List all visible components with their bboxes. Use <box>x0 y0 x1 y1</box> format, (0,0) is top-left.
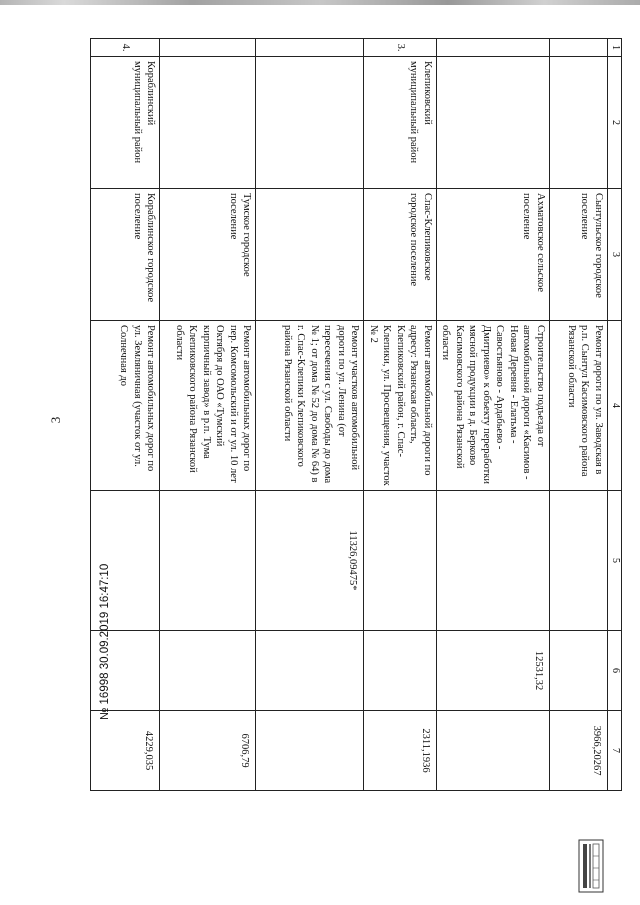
value-col7 <box>256 711 364 791</box>
value-col6 <box>364 631 437 711</box>
row-number-cell <box>550 39 608 57</box>
settlement-cell <box>256 189 364 321</box>
table-row <box>364 39 437 791</box>
row-number-cell: 4. <box>91 39 161 57</box>
value-col6 <box>160 631 256 711</box>
settlement-cell: Тумское городское поселение <box>160 189 256 321</box>
header-cell: 2 <box>608 57 622 189</box>
header-cell: 7 <box>608 711 622 791</box>
description-cell: Ремонт участков автомобильной дороги по ул. Ленина (от пересечения с ул. Свободы до дома № 1; от дома № 52 до дома № 64) в г. Спас-Клепики Клепиковского района Рязанской области <box>256 321 364 491</box>
table-row <box>550 39 608 791</box>
value-col7: 3966,20267 <box>550 711 608 791</box>
row-number-cell <box>256 39 364 57</box>
value-col5 <box>550 491 608 631</box>
district-cell <box>550 57 608 189</box>
value-col6 <box>256 631 364 711</box>
value-col6: 12531,32 <box>437 631 550 711</box>
table-row <box>160 39 256 791</box>
header-cell: 4 <box>608 321 622 491</box>
header-cell: 6 <box>608 631 622 711</box>
row-number-cell: 3. <box>364 39 437 57</box>
rotated-table-container <box>90 38 622 790</box>
row-number-cell <box>160 39 256 57</box>
row-number-cell <box>437 39 550 57</box>
scan-edge <box>0 0 640 5</box>
value-col5 <box>160 491 256 631</box>
electronic-signature-stamp-icon <box>577 836 605 896</box>
value-col5 <box>364 491 437 631</box>
value-col7: 2311,1936 <box>364 711 437 791</box>
district-cell <box>437 57 550 189</box>
table-row <box>256 39 364 791</box>
document-registration-id: № 16998 30.09.2019 16:47:10 <box>99 563 111 720</box>
value-col7 <box>437 711 550 791</box>
district-cell <box>160 57 256 189</box>
description-cell: Ремонт автомобильных дорог по ул. Земляничная (участок от ул. Солнечная до <box>91 321 161 491</box>
settlement-cell: Сынтульское городское поселение <box>550 189 608 321</box>
district-cell: Кораблинский муниципальный район <box>91 57 161 189</box>
settlement-cell: Кораблинское городское поселение <box>91 189 161 321</box>
district-cell: Клепиковский муниципальный район <box>364 57 437 189</box>
road-works-table <box>90 38 622 791</box>
header-cell: 5 <box>608 491 622 631</box>
table-row <box>437 39 550 791</box>
settlement-cell: Спас-Клепиковское городское поселение <box>364 189 437 321</box>
value-col5 <box>437 491 550 631</box>
description-cell: Ремонт автомобильной дороги по адресу: Рязанская область, Клепиковский район, г. Спас-Клепики, ул. Просвещения, участок № 2 <box>364 321 437 491</box>
value-col6 <box>550 631 608 711</box>
header-row <box>608 39 622 791</box>
description-cell: Строительство подъезда от автомобильной дороги «Касимов - Новая Деревня - Елатьма - Савостьяново - Ардабьево - Дмитриево» к объекту переработки мясной продукции в д. Берково Касимовского района Рязанской области <box>437 321 550 491</box>
district-cell <box>256 57 364 189</box>
settlement-cell: Ахматовское сельское поселение <box>437 189 550 321</box>
value-col7: 4229,035 <box>91 711 161 791</box>
description-cell: Ремонт дороги по ул. Заводская в р.п. Сынтул Касимовского района Рязанской области <box>550 321 608 491</box>
page-number: 3 <box>48 416 63 424</box>
value-col7: 6706,79 <box>160 711 256 791</box>
description-cell: Ремонт автомобильных дорог по пер. Комсомольский и от ул. 10 лет Октября до ОАО «Тумский кирпичный завод» в р.п. Тума Клепиковского района Рязанской области <box>160 321 256 491</box>
value-col5: 11326,09475* <box>256 491 364 631</box>
header-cell: 1 <box>608 39 622 57</box>
header-cell: 3 <box>608 189 622 321</box>
